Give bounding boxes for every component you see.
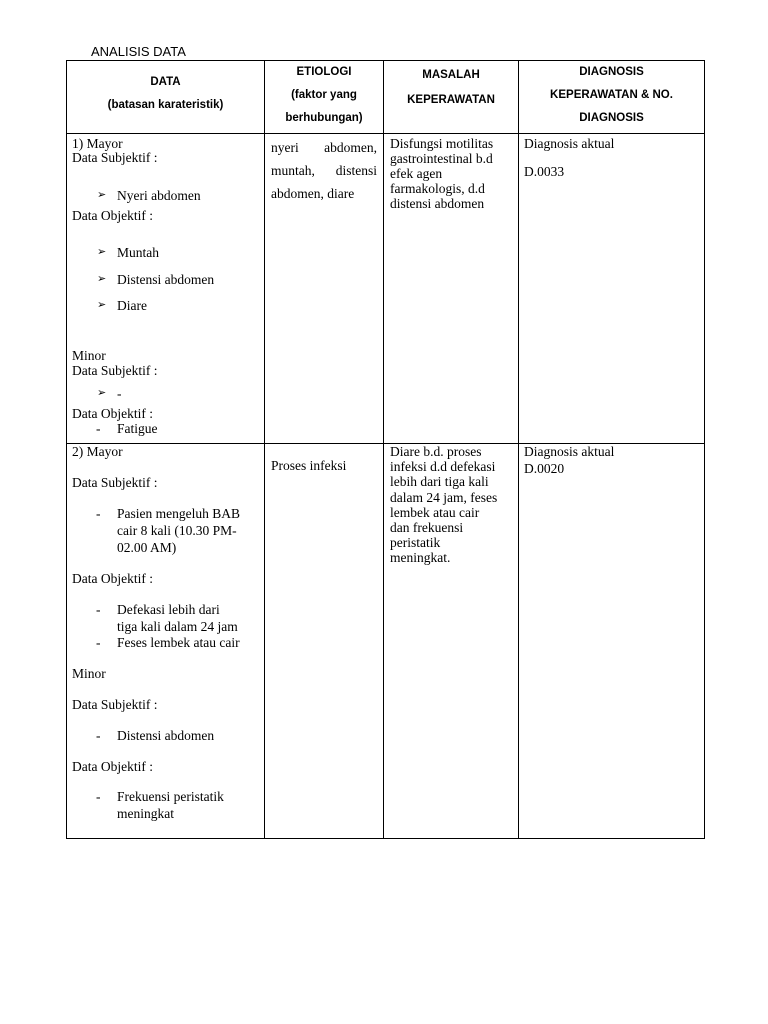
list-item: Fatigue (117, 421, 158, 436)
minor-label: Minor (72, 348, 106, 363)
header-line: (faktor yang (291, 89, 357, 101)
masalah-line: efek agen (390, 166, 443, 181)
masalah-line: meningkat. (390, 550, 451, 566)
masalah-line: farmakologis, d.d (390, 181, 485, 196)
masalah-line: peristatik (390, 535, 441, 551)
table-row (67, 134, 705, 444)
masalah-line: dalam 24 jam, feses (390, 489, 498, 505)
diagnosis-code: D.0033 (524, 164, 565, 179)
header-line: ETIOLOGI (296, 66, 352, 78)
arrow-bullet-icon: ➢ (97, 246, 107, 258)
do-label: Data Objektif : (72, 759, 153, 774)
etiologi-cell (265, 134, 384, 444)
masalah-line: Disfungsi motilitas (390, 136, 494, 151)
header-line: DIAGNOSIS (579, 66, 644, 78)
document-title: ANALISIS DATA (91, 44, 186, 59)
masalah-line: infeksi d.d defekasi (390, 459, 496, 475)
dash-bullet: - (96, 635, 101, 650)
diagnosis-cell (519, 134, 705, 444)
diagnosis-type: Diagnosis aktual (524, 136, 615, 151)
list-item: 02.00 AM) (117, 540, 177, 555)
list-item: Muntah (117, 245, 159, 260)
dash-bullet: - (96, 728, 101, 743)
masalah-line: Diare b.d. proses (390, 444, 482, 459)
ds-label: Data Subjektif : (72, 150, 158, 165)
header-row (67, 61, 705, 134)
dash-bullet: - (96, 602, 101, 617)
masalah-cell (384, 134, 519, 444)
list-item: Feses lembek atau cair (117, 635, 240, 650)
minor-label: Minor (72, 666, 106, 681)
header-masalah (384, 61, 519, 134)
masalah-line: gastrointestinal b.d (390, 151, 493, 166)
list-item: meningkat (117, 806, 174, 821)
list-item: Distensi abdomen (117, 728, 215, 743)
header-line: DATA (150, 76, 181, 88)
list-item: Frekuensi peristatik (117, 789, 224, 804)
dash-bullet: - (96, 789, 101, 804)
masalah-cell (384, 444, 519, 839)
arrow-bullet-icon: ➢ (97, 387, 107, 399)
do-label: Data Objektif : (72, 208, 153, 223)
list-item: Pasien mengeluh BAB (117, 506, 240, 521)
dash-bullet: - (96, 421, 101, 436)
diagnosis-type: Diagnosis aktual (524, 444, 615, 459)
arrow-bullet-icon: ➢ (97, 299, 107, 311)
header-line: (batasan karateristik) (107, 99, 224, 111)
list-item: Nyeri abdomen (117, 188, 201, 203)
header-line: DIAGNOSIS (579, 112, 644, 124)
data-cell (67, 134, 265, 444)
data-cell (67, 444, 265, 839)
arrow-bullet-icon: ➢ (97, 273, 107, 285)
etiologi-line: abdomen, diare (271, 186, 355, 201)
diagnosis-code: D.0020 (524, 461, 565, 476)
diagnosis-cell (519, 444, 705, 839)
header-line: berhubungan) (285, 112, 363, 124)
masalah-line: dan frekuensi (390, 520, 464, 536)
list-item: - (117, 386, 122, 401)
table-row (67, 444, 705, 839)
ds-label: Data Subjektif : (72, 697, 158, 712)
etiologi-line: nyeri abdomen, (271, 140, 377, 155)
do-label: Data Objektif : (72, 406, 153, 421)
list-item: tiga kali dalam 24 jam (117, 619, 238, 634)
masalah-line: lembek atau cair (390, 504, 480, 520)
etiologi-line: Proses infeksi (271, 458, 347, 473)
list-item: Distensi abdomen (117, 272, 215, 287)
arrow-bullet-icon: ➢ (97, 189, 107, 201)
ds-label: Data Subjektif : (72, 475, 158, 490)
mayor-label: 2) Mayor (72, 444, 123, 459)
masalah-line: lebih dari tiga kali (390, 474, 489, 490)
header-data (67, 61, 265, 134)
analysis-table (66, 60, 705, 839)
header-line: KEPERAWATAN & NO. (550, 89, 673, 101)
etiologi-cell (265, 444, 384, 839)
do-label: Data Objektif : (72, 571, 153, 586)
header-diagnosis (519, 61, 705, 134)
header-line: MASALAH (422, 69, 480, 81)
list-item: cair 8 kali (10.30 PM- (117, 523, 237, 538)
header-etiologi (265, 61, 384, 134)
header-line: KEPERAWATAN (407, 94, 495, 106)
list-item: Diare (117, 298, 147, 313)
dash-bullet: - (96, 506, 101, 521)
etiologi-line: muntah, distensi (271, 163, 377, 178)
mayor-label: 1) Mayor (72, 136, 123, 151)
list-item: Defekasi lebih dari (117, 602, 220, 617)
ds-label: Data Subjektif : (72, 363, 158, 378)
masalah-line: distensi abdomen (390, 196, 485, 211)
